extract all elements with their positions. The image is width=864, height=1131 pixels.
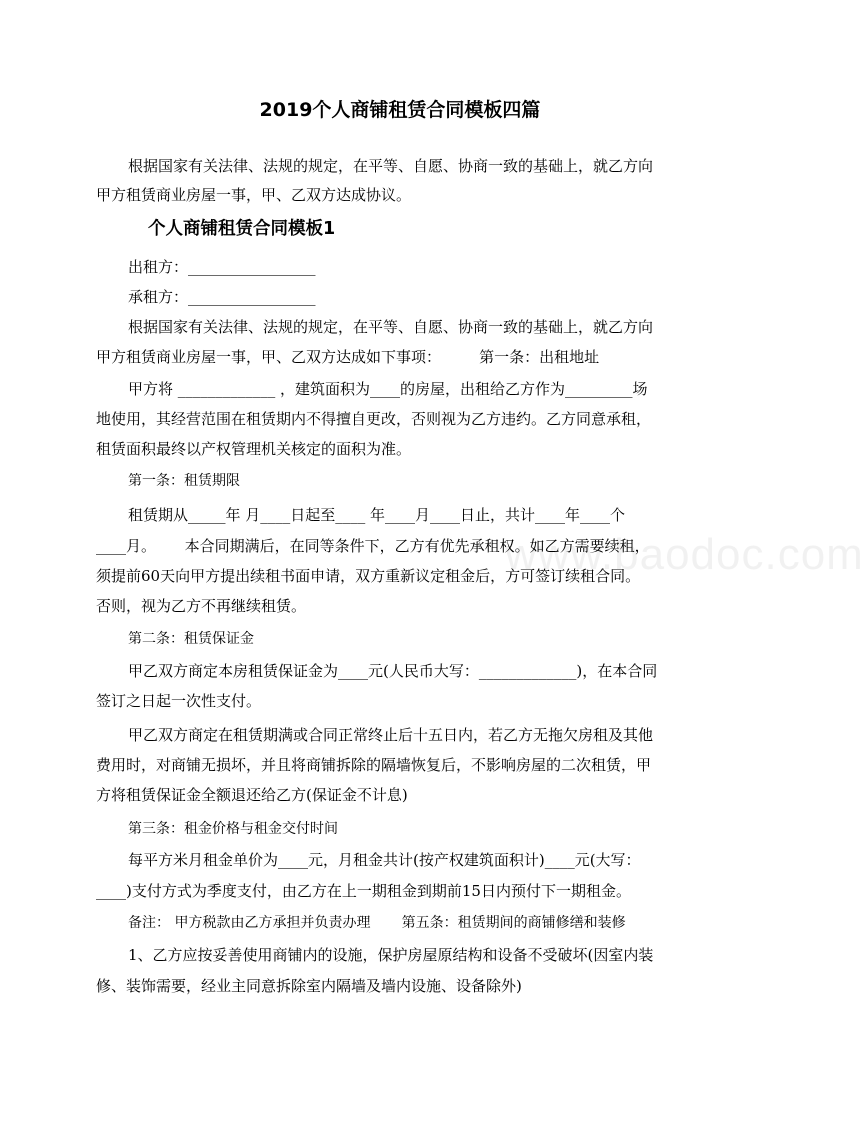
address-line: 租赁面积最终以产权管理机关核定的面积为准。 bbox=[96, 440, 412, 458]
preamble-line: 甲方租赁商业房屋一事，甲、乙双方达成如下事项： 第一条：出租地址 bbox=[96, 348, 600, 366]
lessor-line: 出租方：_________________ bbox=[128, 258, 316, 276]
section-heading: 个人商铺租赁合同模板1 bbox=[148, 219, 336, 239]
address-line: 甲方将 _____________ ，建筑面积为____的房屋，出租给乙方作为_________场 bbox=[128, 380, 648, 398]
lessee-line: 承租方：_________________ bbox=[128, 288, 316, 306]
document-title: 2019个人商铺租赁合同模板四篇 bbox=[259, 99, 541, 121]
article-title: 第三条：租金价格与租金交付时间 bbox=[128, 821, 338, 837]
article1-line: 租赁期从_____年 月____日起至____ 年____月____日止，共计____年____个 bbox=[128, 506, 626, 524]
article1-line: 须提前60天向甲方提出续租书面申请，双方重新议定租金后，方可签订续租合同。 bbox=[96, 567, 641, 585]
article5-line: 修、装饰需要，经业主同意拆除室内隔墙及墙内设施、设备除外) bbox=[96, 977, 522, 995]
preamble-line: 根据国家有关法律、法规的规定，在平等、自愿、协商一致的基础上，就乙方向 bbox=[128, 318, 654, 336]
article3-line: ____)支付方式为季度支付，由乙方在上一期租金到期前15日内预付下一期租金。 bbox=[96, 882, 631, 900]
address-line: 地使用，其经营范围在租赁期内不得擅自更改，否则视为乙方违约。乙方同意承租， bbox=[96, 410, 652, 428]
intro-line: 根据国家有关法律、法规的规定，在平等、自愿、协商一致的基础上，就乙方向 bbox=[128, 157, 654, 175]
article2b-line: 费用时，对商铺无损坏，并且将商铺拆除的隔墙恢复后，不影响房屋的二次租赁，甲 bbox=[96, 756, 652, 774]
article3-line: 每平方米月租金单价为____元，月租金共计(按产权建筑面积计)____元(大写： bbox=[128, 851, 641, 869]
article2b-line: 甲乙双方商定在租赁期满或合同正常终止后十五日内，若乙方无拖欠房租及其他 bbox=[128, 726, 654, 744]
article2a-line: 签订之日起一次性支付。 bbox=[96, 692, 262, 710]
watermark: www.baodoc.com bbox=[505, 530, 864, 579]
article1-line: 否则，视为乙方不再继续租赁。 bbox=[96, 597, 307, 615]
article5-line: 1、乙方应按妥善使用商铺内的设施，保护房屋原结构和设备不受破坏(因室内装 bbox=[128, 946, 654, 964]
note-line: 备注： 甲方税款由乙方承担并负责办理 第五条：租赁期间的商铺修缮和装修 bbox=[128, 915, 626, 931]
article1-line: ____月。 本合同期满后，在同等条件下，乙方有优先承租权。如乙方需要续租， bbox=[96, 537, 650, 555]
intro-line: 甲方租赁商业房屋一事，甲、乙双方达成协议。 bbox=[96, 186, 412, 204]
article2a-line: 甲乙双方商定本房租赁保证金为____元(人民币大写：_____________)，在本合同 bbox=[128, 662, 658, 680]
article-title: 第一条：租赁期限 bbox=[128, 473, 240, 489]
article2b-line: 方将租赁保证金全额退还给乙方(保证金不计息) bbox=[96, 786, 408, 804]
article-title: 第二条：租赁保证金 bbox=[128, 631, 254, 647]
